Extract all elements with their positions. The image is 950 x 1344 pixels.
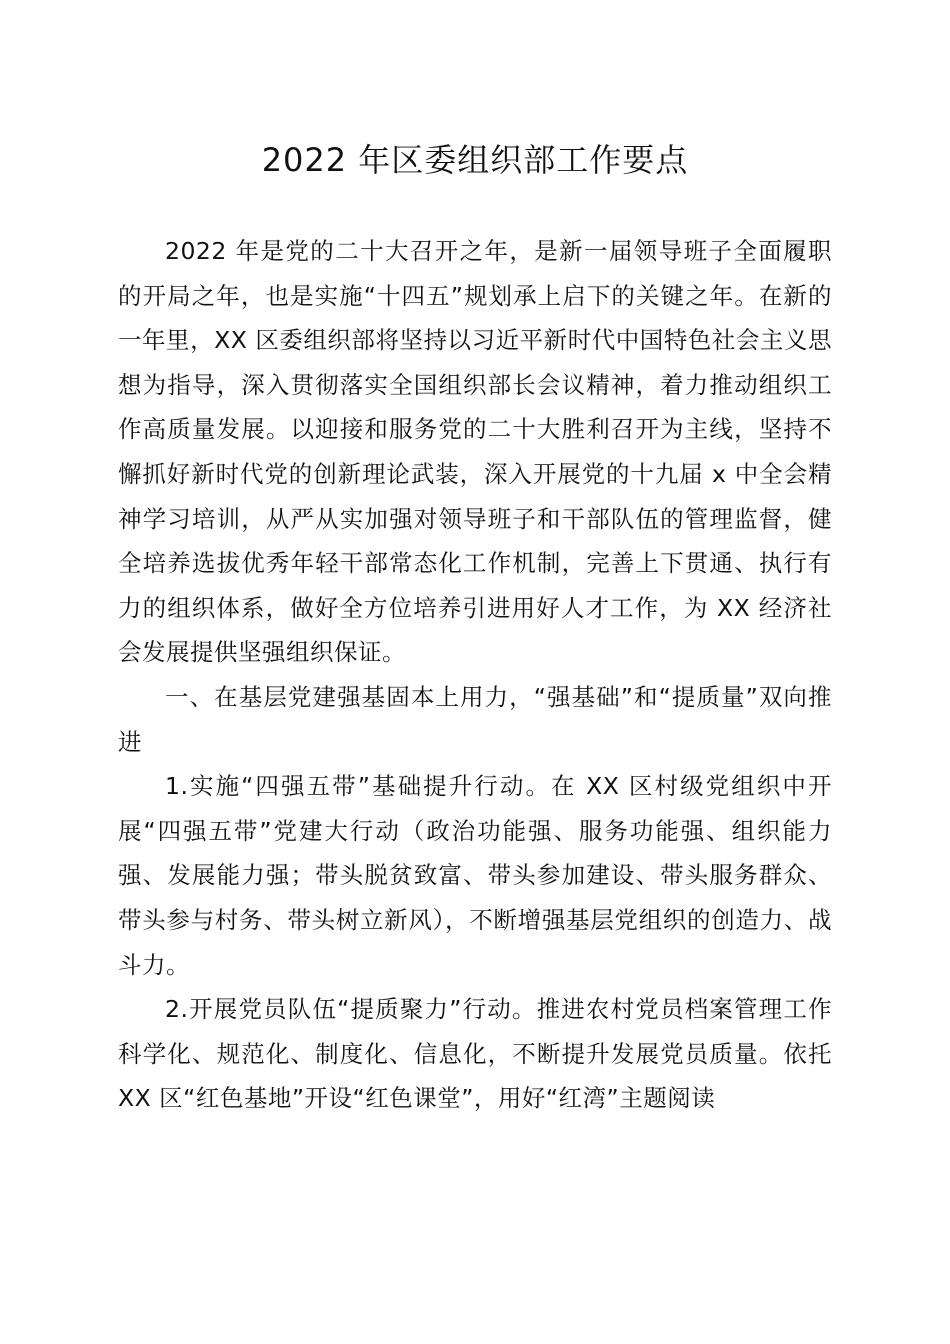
paragraph-item-1: 1.实施“四强五带”基础提升行动。在 XX 区村级党组织中开展“四强五带”党建大行动（政治功能强、服务功能强、组织能力强、发展能力强；带头脱贫致富、带头参加建设、带头服务群众、带头参与村务、带头树立新风），不断增强基层党组织的创造力、战斗力。 (118, 772, 832, 979)
document-body (118, 229, 832, 1121)
paragraph-intro: 2022 年是党的二十大召开之年，是新一届领导班子全面履职的开局之年，也是实施“十四五”规划承上启下的关键之年。在新的一年里，XX 区委组织部将坚持以习近平新时代中国特色社会主义思想为指导，深入贯彻落实全国组织部长会议精神，着力推动组织工作高质量发展。以迎接和服务党的二十大胜利召开为主线，坚持不懈抓好新时代党的创新理论武装，深入开展党的十九届 x 中全会精神学习培训，从严从实加强对领导班子和干部队伍的管理监督，健全培养选拔优秀年轻干部常态化工作机制，完善上下贯通、执行有力的组织体系，做好全方位培养引进用好人才工作，为 XX 经济社会发展提供坚强组织保证。 (118, 237, 832, 667)
document-title: 2022 年区委组织部工作要点 (261, 141, 689, 179)
section-heading-1: 一、在基层党建强基固本上用力，“强基础”和“提质量”双向推进 (118, 682, 832, 756)
paragraph-item-2: 2.开展党员队伍“提质聚力”行动。推进农村党员档案管理工作科学化、规范化、制度化、信息化，不断提升发展党员质量。依托 XX 区“红色基地”开设“红色课堂”，用好“红湾”主题阅读 (118, 995, 832, 1113)
